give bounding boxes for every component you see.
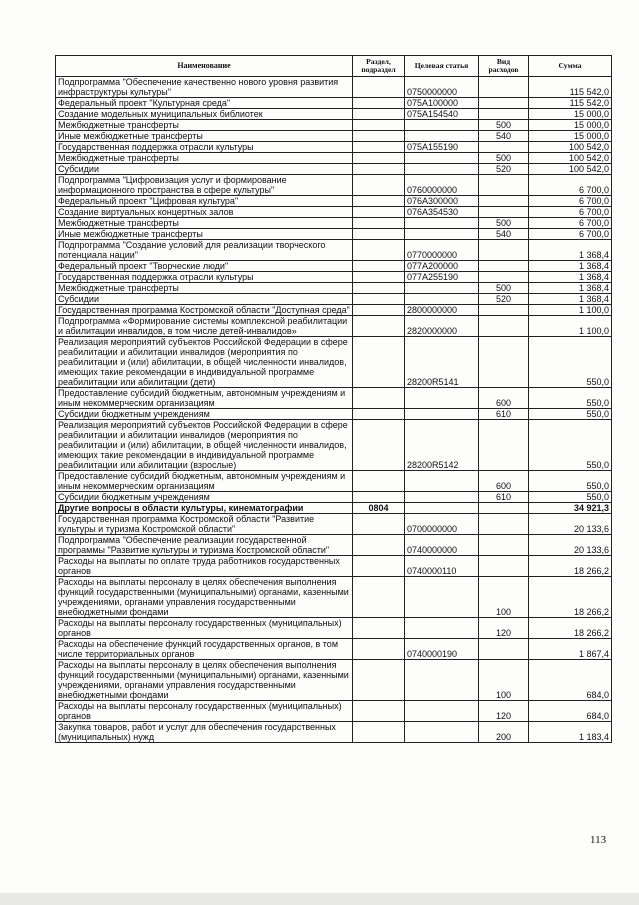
cell-kind: 600: [479, 471, 529, 492]
cell-kind: [479, 503, 529, 514]
cell-target: 075A155190: [405, 142, 479, 153]
cell-sum: 34 921,3: [529, 503, 612, 514]
table-row: [56, 218, 612, 229]
page-number: 113: [590, 834, 607, 846]
cell-sum: 6 700,0: [529, 175, 612, 196]
cell-kind: 100: [479, 660, 529, 701]
cell-name: Государственная программа Костромской области "Доступная среда": [56, 305, 353, 316]
cell-kind: 500: [479, 283, 529, 294]
cell-name: Субсидии бюджетным учреждениям: [56, 409, 353, 420]
cell-target: 0740000000: [405, 535, 479, 556]
cell-target: [405, 660, 479, 701]
cell-kind: 500: [479, 218, 529, 229]
cell-kind: [479, 337, 529, 388]
table-row: [56, 409, 612, 420]
cell-target: 0750000000: [405, 77, 479, 98]
cell-section: [353, 283, 405, 294]
table-row: [56, 207, 612, 218]
cell-target: 077A255190: [405, 272, 479, 283]
budget-table: [55, 55, 612, 743]
cell-sum: 1 368,4: [529, 272, 612, 283]
table-row: [56, 131, 612, 142]
table-row: [56, 316, 612, 337]
cell-target: [405, 701, 479, 722]
cell-name: Межбюджетные трансферты: [56, 218, 353, 229]
cell-section: [353, 492, 405, 503]
cell-target: 2800000000: [405, 305, 479, 316]
cell-kind: [479, 240, 529, 261]
table-header-row: [56, 56, 612, 77]
cell-name: Реализация мероприятий субъектов Российской Федерации в сфере реабилитации и абилитации инвалидов (мероприятия по реабилитации и (или) абилитации, в общей численности инвалидов, имеющих такие рекомендации в индивидуальной программе реабилитации или абилитации (взрослые): [56, 420, 353, 471]
cell-sum: 1 867,4: [529, 639, 612, 660]
cell-sum: 6 700,0: [529, 218, 612, 229]
cell-target: 0770000000: [405, 240, 479, 261]
cell-sum: 550,0: [529, 420, 612, 471]
cell-section: [353, 77, 405, 98]
cell-section: [353, 98, 405, 109]
cell-sum: 684,0: [529, 701, 612, 722]
cell-section: [353, 153, 405, 164]
cell-name: Подпрограмма "Обеспечение качественно нового уровня развития инфраструктуры культуры": [56, 77, 353, 98]
header-target: Целевая статья: [405, 56, 479, 77]
cell-kind: [479, 142, 529, 153]
cell-target: [405, 471, 479, 492]
table-row: [56, 98, 612, 109]
table-row: [56, 77, 612, 98]
cell-kind: [479, 109, 529, 120]
table-row: [56, 722, 612, 743]
cell-kind: [479, 639, 529, 660]
cell-name: Расходы на обеспечение функций государственных органов, в том числе территориальных органов: [56, 639, 353, 660]
cell-section: [353, 240, 405, 261]
cell-name: Реализация мероприятий субъектов Российской Федерации в сфере реабилитации и абилитации инвалидов (мероприятия по реабилитации и (или) абилитации, в общей численности инвалидов, имеющих такие рекомендации в индивидуальной программе реабилитации или абилитации (дети): [56, 337, 353, 388]
cell-kind: 520: [479, 164, 529, 175]
cell-section: [353, 535, 405, 556]
cell-name: Подпрограмма "Создание условий для реализации творческого потенциала нации": [56, 240, 353, 261]
cell-name: Предоставление субсидий бюджетным, автономным учреждениям и иным некоммерческим организациям: [56, 388, 353, 409]
cell-kind: 610: [479, 492, 529, 503]
cell-kind: [479, 514, 529, 535]
cell-sum: 684,0: [529, 660, 612, 701]
cell-target: [405, 409, 479, 420]
cell-kind: 520: [479, 294, 529, 305]
cell-section: [353, 337, 405, 388]
cell-sum: 15 000,0: [529, 120, 612, 131]
cell-sum: 18 266,2: [529, 556, 612, 577]
cell-kind: [479, 207, 529, 218]
cell-section: [353, 701, 405, 722]
cell-section: [353, 261, 405, 272]
cell-name: Расходы на выплаты персоналу в целях обеспечения выполнения функций государственными (муниципальными) органами, казенными учреждениями, органами управления государственными внебюджетными фондами: [56, 577, 353, 618]
table-row: [56, 153, 612, 164]
cell-kind: 540: [479, 131, 529, 142]
cell-sum: 100 542,0: [529, 142, 612, 153]
cell-section: [353, 207, 405, 218]
cell-target: 0760000000: [405, 175, 479, 196]
scan-bottom-edge: [0, 893, 639, 905]
cell-name: Субсидии: [56, 294, 353, 305]
cell-name: Предоставление субсидий бюджетным, автономным учреждениям и иным некоммерческим организациям: [56, 471, 353, 492]
cell-target: [405, 164, 479, 175]
cell-target: [405, 503, 479, 514]
table-row: [56, 294, 612, 305]
cell-name: Создание виртуальных концертных залов: [56, 207, 353, 218]
cell-target: 28200R5142: [405, 420, 479, 471]
cell-sum: 550,0: [529, 492, 612, 503]
cell-section: [353, 218, 405, 229]
cell-target: [405, 577, 479, 618]
cell-name: Другие вопросы в области культуры, кинематографии: [56, 503, 353, 514]
table-row: [56, 514, 612, 535]
cell-sum: 18 266,2: [529, 618, 612, 639]
table-row: [56, 420, 612, 471]
cell-target: [405, 229, 479, 240]
cell-sum: 550,0: [529, 471, 612, 492]
table-row: [56, 660, 612, 701]
table-row: [56, 175, 612, 196]
cell-name: Подпрограмма «Формирование системы комплексной реабилитации и абилитации инвалидов, в том числе детей-инвалидов»: [56, 316, 353, 337]
cell-kind: 100: [479, 577, 529, 618]
cell-sum: 6 700,0: [529, 229, 612, 240]
cell-kind: [479, 535, 529, 556]
cell-section: [353, 639, 405, 660]
cell-section: [353, 316, 405, 337]
cell-sum: 1 100,0: [529, 305, 612, 316]
cell-name: Расходы на выплаты персоналу в целях обеспечения выполнения функций государственными (муниципальными) органами, казенными учреждениями, органами управления государственными внебюджетными фондами: [56, 660, 353, 701]
cell-section: [353, 272, 405, 283]
cell-section: [353, 109, 405, 120]
cell-target: 077A200000: [405, 261, 479, 272]
cell-section: [353, 409, 405, 420]
cell-kind: 600: [479, 388, 529, 409]
cell-section: [353, 388, 405, 409]
cell-section: [353, 131, 405, 142]
cell-sum: 6 700,0: [529, 207, 612, 218]
cell-sum: 1 368,4: [529, 283, 612, 294]
cell-kind: [479, 420, 529, 471]
cell-target: [405, 153, 479, 164]
header-name: Наименование: [56, 56, 353, 77]
cell-name: Субсидии: [56, 164, 353, 175]
cell-section: [353, 420, 405, 471]
header-kind: Вид расходов: [479, 56, 529, 77]
cell-name: Создание модельных муниципальных библиотек: [56, 109, 353, 120]
cell-target: [405, 492, 479, 503]
cell-kind: 120: [479, 701, 529, 722]
cell-sum: 20 133,6: [529, 535, 612, 556]
cell-kind: 610: [479, 409, 529, 420]
cell-sum: 115 542,0: [529, 77, 612, 98]
cell-section: [353, 196, 405, 207]
table-row: [56, 577, 612, 618]
cell-name: Федеральный проект "Культурная среда": [56, 98, 353, 109]
cell-section: [353, 556, 405, 577]
cell-name: Межбюджетные трансферты: [56, 283, 353, 294]
cell-sum: 6 700,0: [529, 196, 612, 207]
cell-kind: 500: [479, 120, 529, 131]
cell-section: [353, 229, 405, 240]
cell-sum: 550,0: [529, 337, 612, 388]
cell-target: [405, 120, 479, 131]
table-row: [56, 388, 612, 409]
table-row: [56, 305, 612, 316]
cell-target: 076A354530: [405, 207, 479, 218]
cell-name: Государственная поддержка отрасли культуры: [56, 272, 353, 283]
cell-kind: [479, 77, 529, 98]
cell-section: [353, 294, 405, 305]
cell-target: 0700000000: [405, 514, 479, 535]
cell-sum: 15 000,0: [529, 109, 612, 120]
cell-section: [353, 471, 405, 492]
cell-kind: 120: [479, 618, 529, 639]
cell-kind: [479, 556, 529, 577]
cell-sum: 550,0: [529, 409, 612, 420]
cell-name: Межбюджетные трансферты: [56, 153, 353, 164]
cell-kind: 540: [479, 229, 529, 240]
cell-sum: 550,0: [529, 388, 612, 409]
cell-name: Закупка товаров, работ и услуг для обеспечения государственных (муниципальных) нужд: [56, 722, 353, 743]
cell-sum: 115 542,0: [529, 98, 612, 109]
cell-sum: 1 183,4: [529, 722, 612, 743]
cell-kind: [479, 175, 529, 196]
table-row: [56, 556, 612, 577]
cell-target: 28200R5141: [405, 337, 479, 388]
cell-target: 0740000110: [405, 556, 479, 577]
cell-section: [353, 722, 405, 743]
cell-kind: [479, 305, 529, 316]
cell-section: [353, 175, 405, 196]
cell-section: [353, 164, 405, 175]
table-row: [56, 639, 612, 660]
cell-name: Федеральный проект "Цифровая культура": [56, 196, 353, 207]
cell-name: Иные межбюджетные трансферты: [56, 229, 353, 240]
cell-target: 2820000000: [405, 316, 479, 337]
cell-sum: 100 542,0: [529, 153, 612, 164]
cell-sum: 100 542,0: [529, 164, 612, 175]
cell-section: [353, 305, 405, 316]
cell-name: Расходы на выплаты персоналу государственных (муниципальных) органов: [56, 701, 353, 722]
cell-sum: 18 266,2: [529, 577, 612, 618]
cell-target: [405, 722, 479, 743]
cell-section: [353, 142, 405, 153]
cell-kind: 200: [479, 722, 529, 743]
cell-kind: 500: [479, 153, 529, 164]
cell-target: [405, 283, 479, 294]
cell-target: [405, 218, 479, 229]
cell-section: [353, 577, 405, 618]
cell-target: [405, 388, 479, 409]
table-row: [56, 240, 612, 261]
cell-name: Межбюджетные трансферты: [56, 120, 353, 131]
cell-target: [405, 131, 479, 142]
cell-name: Федеральный проект "Творческие люди": [56, 261, 353, 272]
cell-section: [353, 120, 405, 131]
table-row: [56, 196, 612, 207]
cell-kind: [479, 196, 529, 207]
cell-name: Государственная программа Костромской области "Развитие культуры и туризма Костромской области": [56, 514, 353, 535]
cell-sum: 20 133,6: [529, 514, 612, 535]
cell-name: Субсидии бюджетным учреждениям: [56, 492, 353, 503]
cell-section: [353, 618, 405, 639]
table-row: [56, 535, 612, 556]
cell-name: Подпрограмма "Цифровизация услуг и формирование информационного пространства в сфере культуры": [56, 175, 353, 196]
cell-target: [405, 294, 479, 305]
cell-sum: 1 368,4: [529, 240, 612, 261]
cell-sum: 1 368,4: [529, 294, 612, 305]
table-row: [56, 283, 612, 294]
cell-name: Расходы на выплаты персоналу государственных (муниципальных) органов: [56, 618, 353, 639]
table-row: [56, 261, 612, 272]
table-row: [56, 503, 612, 514]
cell-target: 0740000190: [405, 639, 479, 660]
table-row: [56, 618, 612, 639]
cell-kind: [479, 261, 529, 272]
cell-section: [353, 660, 405, 701]
header-sum: Сумма: [529, 56, 612, 77]
cell-section: [353, 514, 405, 535]
cell-target: [405, 618, 479, 639]
table-row: [56, 142, 612, 153]
table-row: [56, 337, 612, 388]
cell-section: 0804: [353, 503, 405, 514]
cell-name: Подпрограмма "Обеспечение реализации государственной программы "Развитие культуры и туризма Костромской области": [56, 535, 353, 556]
table-row: [56, 492, 612, 503]
cell-name: Государственная поддержка отрасли культуры: [56, 142, 353, 153]
cell-target: 075A100000: [405, 98, 479, 109]
cell-target: 076A300000: [405, 196, 479, 207]
cell-kind: [479, 272, 529, 283]
cell-name: Иные межбюджетные трансферты: [56, 131, 353, 142]
cell-name: Расходы на выплаты по оплате труда работников государственных органов: [56, 556, 353, 577]
cell-kind: [479, 98, 529, 109]
table-row: [56, 164, 612, 175]
cell-kind: [479, 316, 529, 337]
header-section: Раздел, подраздел: [353, 56, 405, 77]
table-row: [56, 701, 612, 722]
cell-target: 075A154540: [405, 109, 479, 120]
cell-sum: 1 100,0: [529, 316, 612, 337]
table-row: [56, 120, 612, 131]
table-row: [56, 471, 612, 492]
table-row: [56, 272, 612, 283]
cell-sum: 1 368,4: [529, 261, 612, 272]
table-row: [56, 229, 612, 240]
table-row: [56, 109, 612, 120]
cell-sum: 15 000,0: [529, 131, 612, 142]
